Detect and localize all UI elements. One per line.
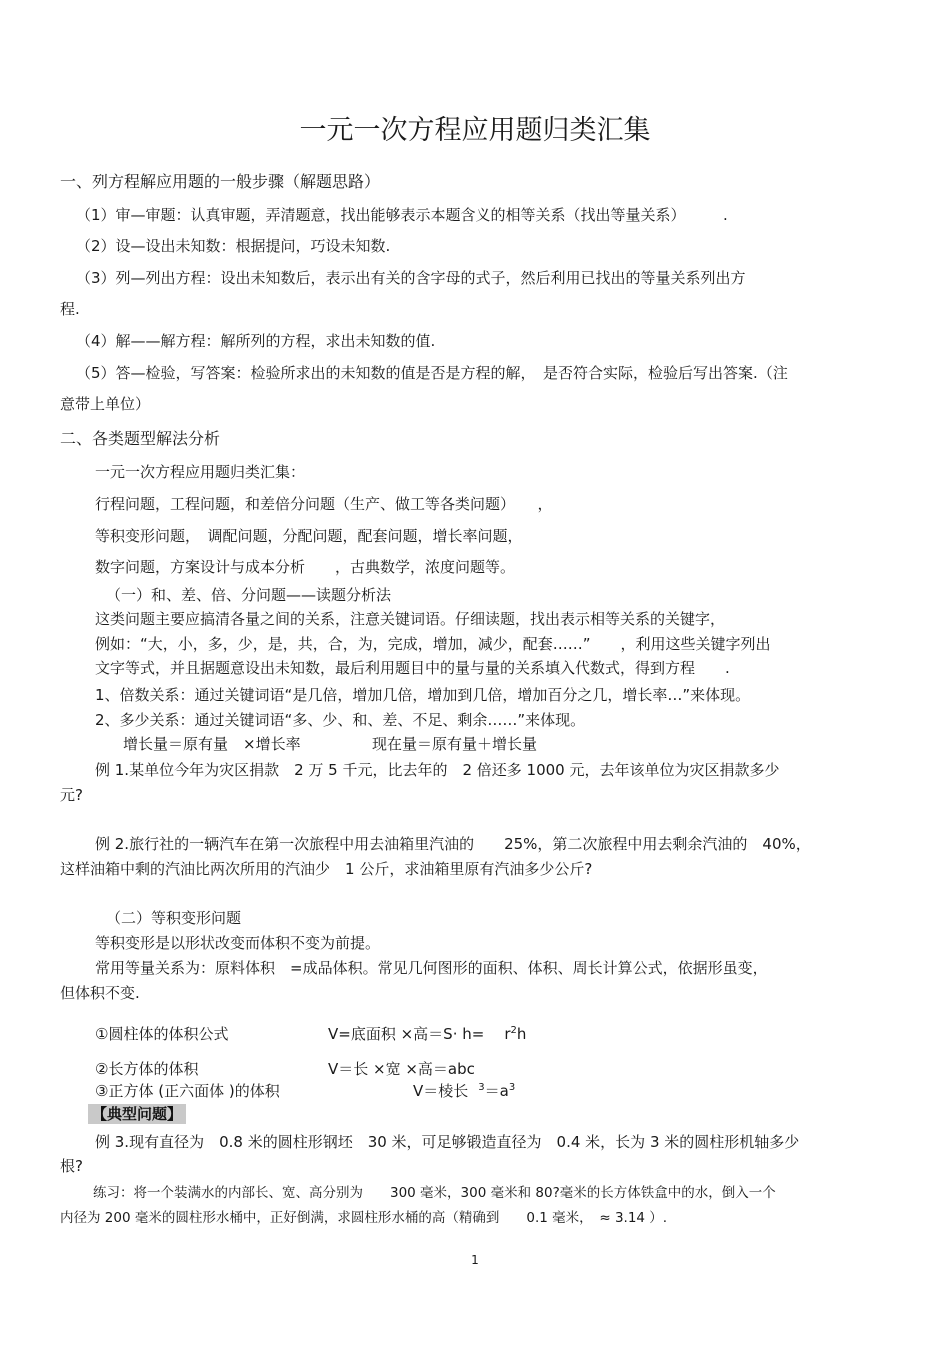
formula-increase: 增长量＝原有量 ×增长率 — [123, 735, 301, 753]
section-2-intro: 一元一次方程应用题归类汇集： — [95, 463, 306, 481]
part-2-paragraph-1: 等积变形是以形状改变而体积不变为前提。 — [95, 934, 381, 952]
cube-volume-label: ③正方体 (正六面体 )的体积 — [95, 1082, 280, 1100]
problem-types-line-1: 行程问题，工程问题，和差倍分问题（生产、做工等各类问题） ， — [95, 495, 553, 513]
example-3-continued: 根? — [60, 1157, 83, 1175]
rule-quantity-relation: 2、多少关系：通过关键词语“多、少、和、差、不足、剩余……”来体现。 — [95, 711, 586, 729]
rule-multiple-relation: 1、倍数关系：通过关键词语“是几倍，增加几倍，增加到几倍，增加百分之几，增长率…”来体现。 — [95, 686, 751, 704]
example-2-continued: 这样油箱中剩的汽油比两次所用的汽油少 1 公斤，求油箱里原有汽油多少公斤? — [60, 860, 593, 878]
part-1-paragraph-3: 文字等式，并且据题意设出未知数，最后利用题目中的量与量的关系填入代数式，得到方程 . — [95, 659, 730, 677]
cuboid-volume-label: ②长方体的体积 — [95, 1060, 199, 1078]
cube-volume-formula — [413, 1081, 515, 1101]
part-2-heading: （二）等积变形问题 — [106, 909, 242, 927]
step-2: （2）设—设出未知数：根据提问，巧设未知数. — [76, 237, 391, 255]
part-1-paragraph-2: 例如：“大，小，多，少，是，共，合，为，完成，增加，减少，配套……” ，利用这些关键字列出 — [95, 635, 771, 653]
part-2-paragraph-2: 常用等量关系为：原料体积 =成品体积。常见几何图形的面积、体积、周长计算公式，依据形虽变， — [95, 959, 768, 977]
part-2-paragraph-2-continued: 但体积不变. — [60, 984, 140, 1002]
step-1: （1）审—审题：认真审题，弄清题意，找出能够表示本题含义的相等关系（找出等量关系） . — [76, 206, 728, 224]
cylinder-radius-symbol: r — [504, 1025, 511, 1043]
cylinder-volume-expression: V=底面积 ×高＝S· h= — [328, 1025, 485, 1043]
problem-types-line-2: 等积变形问题， 调配问题，分配问题，配套问题，增长率问题， — [95, 527, 523, 545]
example-3: 例 3.现有直径为 0.8 米的圆柱形钢坯 30 米，可足够锻造直径为 0.4 米，长为 3 米的圆柱形机轴多少 — [95, 1133, 800, 1151]
problem-types-line-3: 数字问题，方案设计与成本分析 ，古典数学，浓度问题等。 — [95, 558, 516, 576]
step-5: （5）答—检验，写答案：检验所求出的未知数的值是否是方程的解， 是否符合实际，检验后写出答案.（注 — [76, 364, 788, 382]
part-1-paragraph-1: 这类问题主要应搞清各量之间的关系，注意关键词语。仔细读题，找出表示相等关系的关键字， — [95, 610, 726, 628]
cylinder-volume-label: ①圆柱体的体积公式 — [95, 1025, 229, 1043]
typical-problems-badge: 【典型问题】 — [88, 1104, 186, 1124]
page-title: 一元一次方程应用题归类汇集 — [299, 115, 651, 146]
cube-volume-expression-b: ＝a — [484, 1082, 509, 1100]
step-3-continued: 程. — [60, 300, 80, 318]
cube-a-exponent: 3 — [508, 1082, 516, 1093]
formula-current: 现在量＝原有量＋增长量 — [372, 735, 538, 753]
section-1-heading: 一、列方程解应用题的一般步骤（解题思路） — [60, 172, 381, 191]
practice-problem: 练习：将一个装满水的内部长、宽、高分别为 300 毫米，300 毫米和 80?毫米的长方体铁盒中的水，倒入一个 — [93, 1185, 776, 1201]
cuboid-volume-formula: V＝长 ×宽 ×高＝abc — [328, 1060, 475, 1078]
part-1-heading: （一）和、差、倍、分问题——读题分析法 — [106, 586, 392, 604]
cube-edge-exponent: 3 — [478, 1082, 485, 1093]
page-number: 1 — [471, 1253, 479, 1267]
step-5-continued: 意带上单位） — [60, 395, 151, 413]
example-1: 例 1.某单位今年为灾区捐款 2 万 5 千元，比去年的 2 倍还多 1000 元，去年该单位为灾区捐款多少 — [95, 761, 780, 779]
cylinder-volume-formula — [328, 1024, 526, 1044]
cylinder-radius-exponent: 2 — [510, 1025, 517, 1036]
step-4: （4）解——解方程：解所列的方程，求出未知数的值. — [76, 332, 436, 350]
practice-problem-continued: 内径为 200 毫米的圆柱形水桶中，正好倒满，求圆柱形水桶的高（精确到 0.1 毫米， ≈ 3.14 ）. — [60, 1210, 668, 1226]
cube-volume-expression-a: V＝棱长 — [413, 1082, 469, 1100]
example-1-continued: 元? — [60, 786, 83, 804]
cylinder-height-symbol: h — [516, 1025, 527, 1043]
step-3: （3）列—列出方程：设出未知数后，表示出有关的含字母的式子，然后利用已找出的等量关系列出方 — [76, 269, 746, 287]
section-2-heading: 二、各类题型解法分析 — [60, 429, 221, 448]
example-2: 例 2.旅行社的一辆汽车在第一次旅程中用去油箱里汽油的 25%，第二次旅程中用去剩余汽油的 40%， — [95, 835, 811, 853]
